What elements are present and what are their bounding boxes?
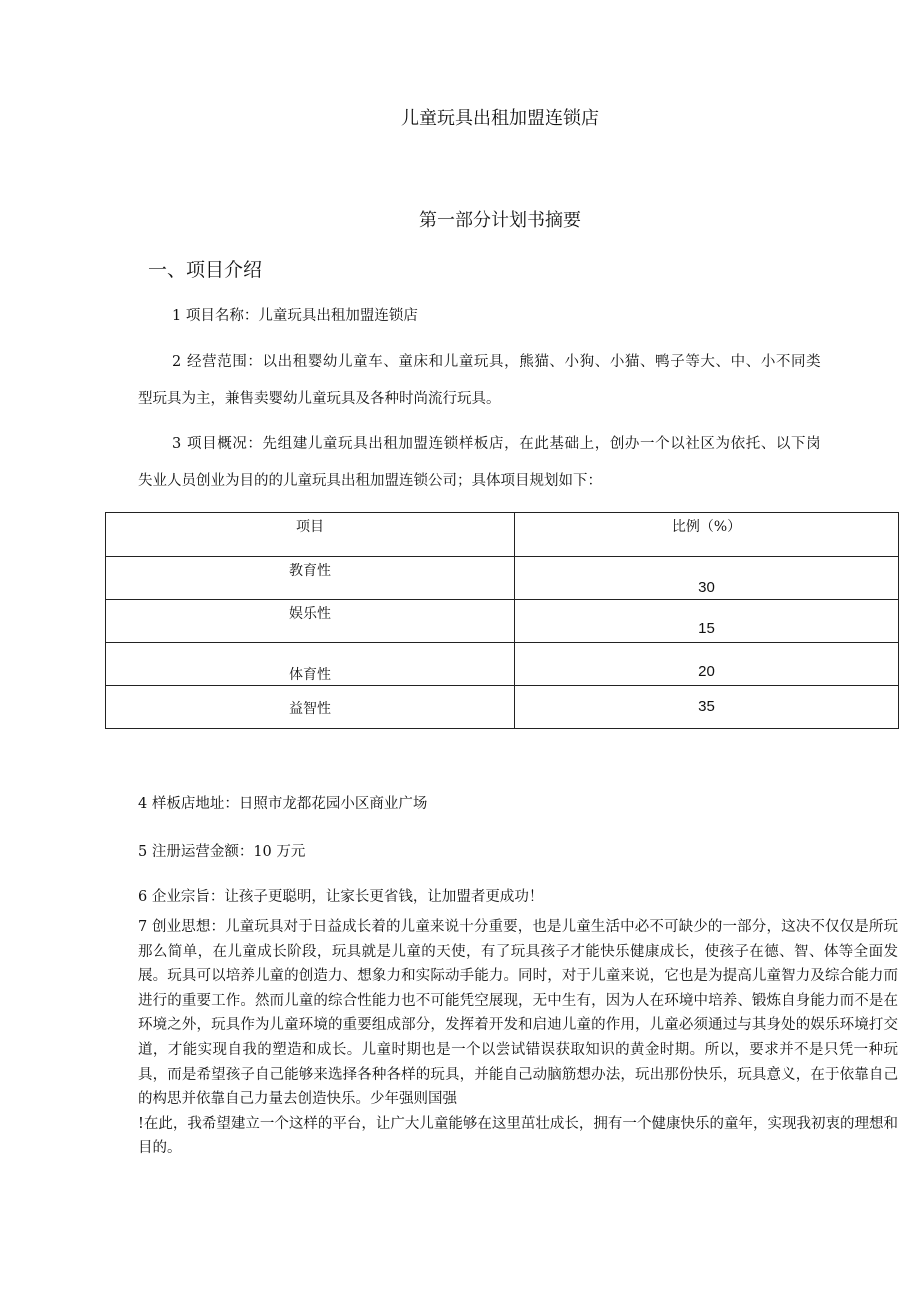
item-business-scope-line2: 型玩具为主，兼售卖婴幼儿童玩具及各种时尚流行玩具。: [138, 391, 501, 407]
item-overview-line2: 失业人员创业为目的的儿童玩具出租加盟连锁公司；具体项目规划如下：: [138, 473, 602, 489]
document-title: 儿童玩具出租加盟连锁店: [401, 108, 599, 129]
table-row: [106, 557, 899, 600]
philosophy-tail: !在此，我希望建立一个这样的平台，让广大儿童能够在这里茁壮成长，拥有一个健康快乐的童年，实现我初衷的理想和目的。: [138, 1115, 898, 1157]
row-value: 20: [698, 663, 715, 680]
row-label: 体育性: [289, 667, 331, 683]
row-label: 益智性: [289, 701, 331, 717]
row-label: 教育性: [289, 563, 331, 579]
project-plan-table: [105, 512, 899, 729]
table-header-row: [106, 513, 899, 557]
item-philosophy: [138, 915, 898, 1161]
part-title: 第一部分计划书摘要: [419, 210, 581, 231]
item-business-scope-line1: 2 经营范围：以出租婴幼儿童车、童床和儿童玩具，熊猫、小狗、小猫、鸭子等大、中、小不同类: [172, 354, 822, 370]
table-header-cell: [515, 513, 899, 557]
philosophy-body: 7 创业思想：儿童玩具对于日益成长着的儿童来说十分重要，也是儿童生活中必不可缺少的一部分，这决不仅仅是所玩那么简单，在儿童成长阶段，玩具就是儿童的天使，有了玩具孩子才能快乐健康成长，使孩子在德、智、体等全面发展。玩具可以培养儿童的创造力、想象力和实际动手能力。同时，对于儿童来说，它也是为提高儿童智力及综合能力而进行的重要工作。然而儿童的综合性能力也不可能凭空展现，无中生有，因为人在环境中培养、锻炼自身能力而不是在环境之外，玩具作为儿童环境的重要组成部分，发挥着开发和启迪儿童的作用，儿童必须通过与其身处的娱乐环境打交道，才能实现自我的塑造和成长。儿童时期也是一个以尝试错误获取知识的黄金时期。所以，要求并不是只凭一种玩具，而是希望孩子自己能够来选择各种各样的玩具，并能自己动脑筋想办法，玩出那份快乐，玩具意义，在于依靠自己的构思并依靠自己力量去创造快乐。少年强则国强: [138, 919, 898, 1108]
item-project-name: 1 项目名称：儿童玩具出租加盟连锁店: [172, 308, 418, 324]
table-row: [106, 686, 899, 729]
header-item: 项目: [296, 519, 324, 535]
table-header-cell: [106, 513, 515, 557]
item-mission: 6 企业宗旨：让孩子更聪明，让家长更省钱，让加盟者更成功！: [138, 889, 544, 905]
table-row: [106, 600, 899, 643]
item-shop-address: 4 样板店地址：日照市龙都花园小区商业广场: [138, 796, 428, 812]
row-value: 15: [698, 620, 715, 637]
section-heading: 一、项目介绍: [148, 259, 263, 281]
item-registered-capital: 5 注册运营金额：10 万元: [138, 844, 306, 860]
row-label: 娱乐性: [289, 606, 331, 622]
row-value: 30: [698, 579, 715, 596]
header-ratio: 比例（%）: [671, 519, 742, 535]
item-overview-line1: 3 项目概况：先组建儿童玩具出租加盟连锁样板店，在此基础上，创办一个以社区为依托、以下岗: [172, 436, 822, 452]
row-value: 35: [698, 698, 715, 715]
table-row: [106, 643, 899, 686]
